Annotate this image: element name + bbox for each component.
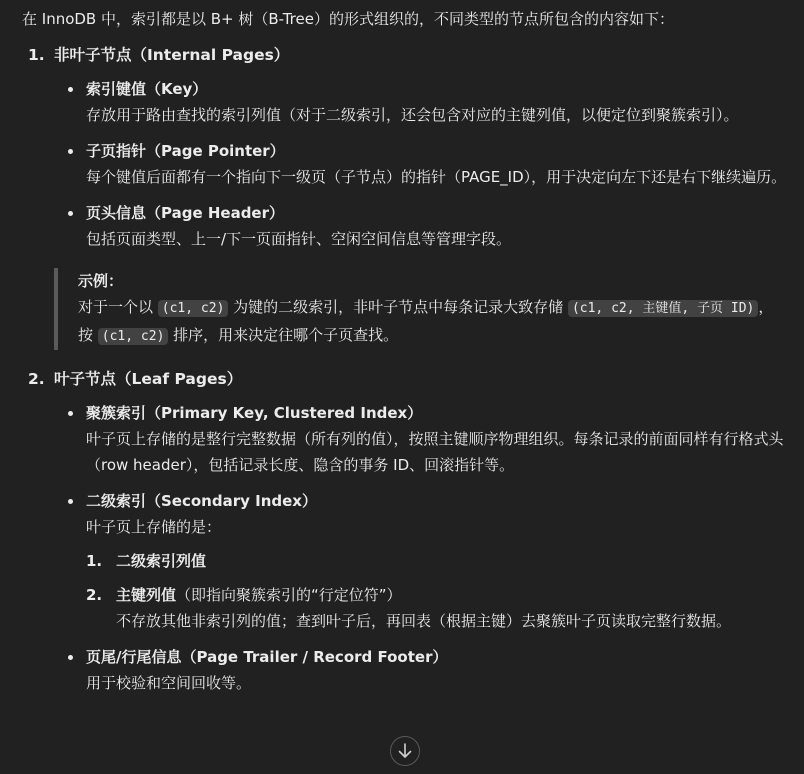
bullet-description: 叶子页上存储的是： [86,518,222,536]
example-text-part: ，按 [78,298,774,344]
section-number: 2. [28,370,45,388]
example-text-part: 为键的二级索引，非叶子节点中每条记录大致存储 [228,298,568,316]
section-number: 1. [28,46,45,64]
list-item [68,488,794,634]
bullet-description: 存放用于路由查找的索引列值（对于二级索引，还会包含对应的主键列值，以便定位到聚簇索引）。 [86,106,739,124]
section-title: 叶子节点（Leaf Pages） [54,370,243,388]
section-leaf-pages [22,366,794,696]
list-item [68,76,794,128]
sub-note: （即指向聚簇索引的“行定位符”） [176,586,402,604]
list-item [68,400,794,478]
example-text-part: 排序，用来决定往哪个子页查找。 [168,326,399,344]
example-text [78,298,773,344]
sub-number: 1. [86,552,103,570]
bullet-list [68,400,794,696]
intro-text: 在 InnoDB 中，索引都是以 B+ 树（B-Tree）的形式组织的，不同类型的节点所包含的内容如下： [22,10,674,28]
sub-number: 2. [86,586,103,604]
bullet-description: 包括页面类型、上一/下一页面指针、空闲空间信息等管理字段。 [86,230,512,248]
section-heading [22,42,794,68]
sub-list [86,548,794,634]
list-item [68,138,794,190]
arrow-down-icon [398,743,412,759]
section-heading [22,366,794,392]
bullet-title: 聚簇索引（Primary Key, Clustered Index） [86,404,423,422]
scroll-to-bottom-button[interactable] [390,736,420,766]
bullet-title: 二级索引（Secondary Index） [86,492,317,510]
bullet-title: 页尾/行尾信息（Page Trailer / Record Footer） [86,648,448,666]
message-content [22,6,794,706]
sub-title: 主键列值 [116,586,177,604]
sub-list-item [86,582,794,634]
bullet-title: 页头信息（Page Header） [86,204,285,222]
list-item [68,200,794,252]
bullet-title: 子页指针（Page Pointer） [86,142,285,160]
sub-title: 二级索引列值 [116,552,207,570]
bullet-list [68,76,794,252]
bullet-description: 每个键值后面都有一个指向下一级页（子节点）的指针（PAGE_ID），用于决定向左下还是右下继续遍历。 [86,168,787,186]
bullet-title: 索引键值（Key） [86,80,208,98]
inline-code: (c1, c2) [98,328,169,345]
bullet-description: 叶子页上存储的是整行完整数据（所有列的值），按照主键顺序物理组织。每条记录的前面同样有行格式头（row header），包括记录长度、隐含的事务 ID、回滚指针等。 [86,430,784,474]
inline-code: (c1, c2, 主键值, 子页 ID) [568,300,758,317]
section-title: 非叶子节点（Internal Pages） [54,46,290,64]
example-title: 示例： [78,272,124,290]
sub-list-item [86,548,794,574]
example-blockquote [54,268,794,350]
list-item [68,644,794,696]
inline-code: (c1, c2) [158,300,229,317]
sub-description: 不存放其他非索引列的值；查到叶子后，再回表（根据主键）去聚簇叶子页读取完整行数据。 [116,612,732,630]
example-text-part: 对于一个以 [78,298,158,316]
section-internal-pages [22,42,794,350]
bullet-description: 用于校验和空间回收等。 [86,674,252,692]
